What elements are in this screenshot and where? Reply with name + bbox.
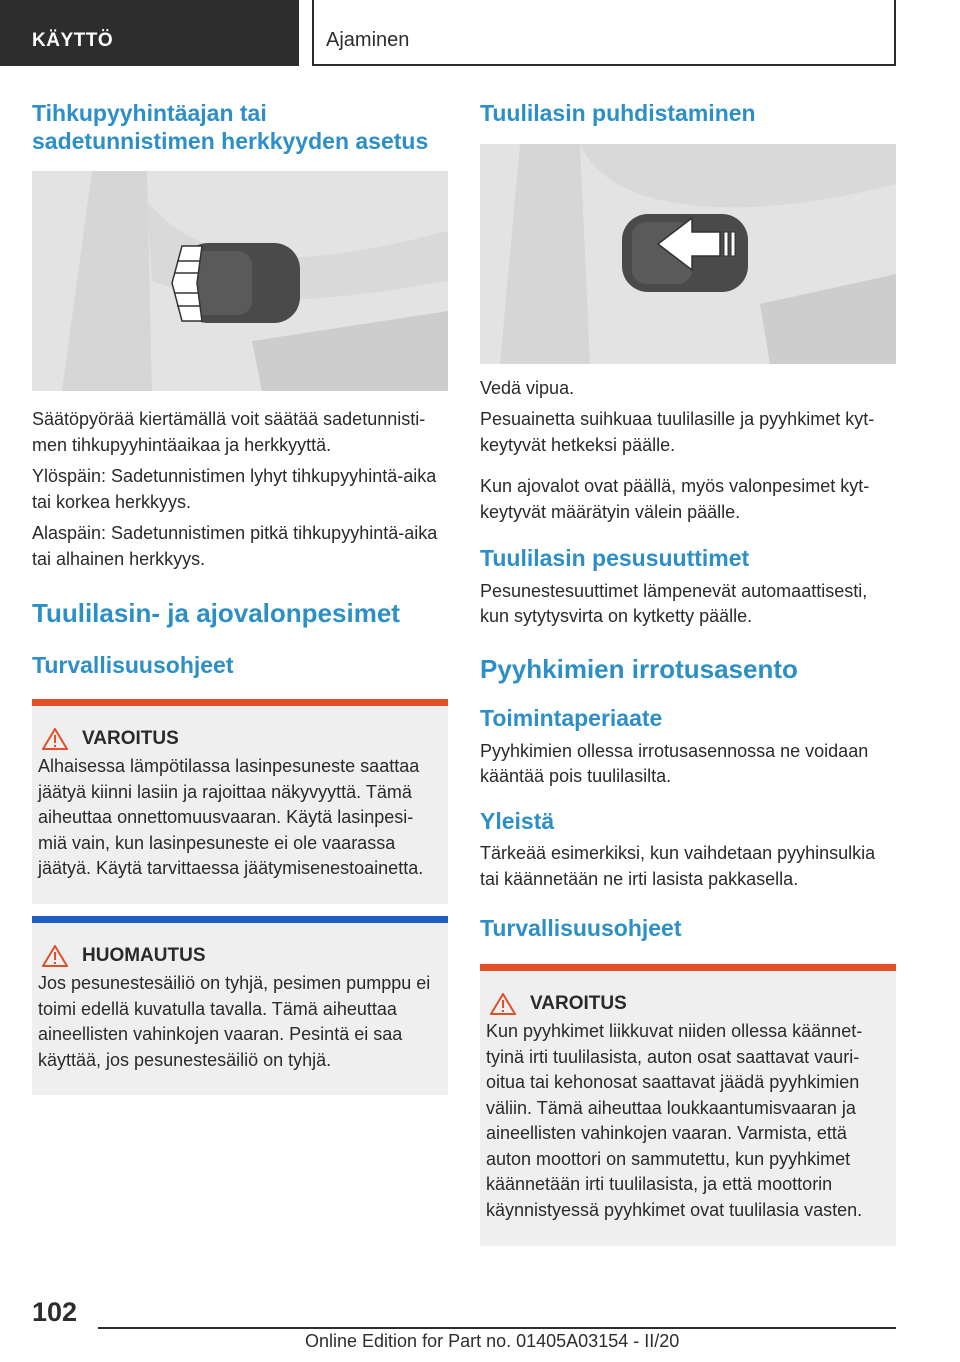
wheel-illustration (32, 171, 448, 391)
heading-safety-left: Turvallisuusohjeet (32, 651, 234, 678)
text-down: Alaspäin: Sadetunnistimen pitkä tihkupyyhintä-aika tai alhainen herkkyys. (32, 523, 438, 569)
text-wheel-desc: Säätöpyörää kiertämällä voit säätää sadetunnisti-men tihkupyyhintäaikaa ja herkkyyttä. (32, 409, 426, 455)
notice-triangle-icon (42, 945, 68, 967)
notice-text: Jos pesunestesäiliö on tyhjä, pesimen pumppu ei toimi edellä kuvatulla tavalla. Tämä aiheuttaa aineellisten vahinkojen vaaran. Pesintä ei saa käyttää, jos pesunestesäiliö on tyhjä. (38, 972, 431, 1070)
header-section-tab (0, 0, 299, 66)
warning-box-left (32, 699, 448, 904)
lever-illustration (480, 144, 896, 364)
warning-triangle-icon (42, 728, 68, 750)
text-headlights: Kun ajovalot ovat päällä, myös valonpesimet kyt-keytyvät määrätyin välein päälle. (480, 476, 870, 522)
heading-cleaning: Tuulilasin puhdistaminen (480, 100, 756, 126)
page-number: 102 (32, 1297, 78, 1327)
header-chapter-label: Ajaminen (326, 29, 410, 51)
footer-edition: Online Edition for Part no. 01405A03154 - II/20 (305, 1331, 680, 1351)
right-column (480, 100, 896, 1246)
warning-title: VAROITUS (82, 728, 179, 750)
illustration-wheel (32, 171, 448, 391)
text-principle: Pyyhkimien ollessa irrotusasennossa ne voidaan kääntää pois tuulilasilta. (480, 740, 869, 787)
warning-text: Alhaisessa lämpötilassa lasinpesuneste saattaa jäätyä kiinni lasiin ja rajoittaa näkyvyyttä. Tämä aiheuttaa onnettomuusvaaran. Käytä lasinpesi-miä vain, kun lasinpesuneste ei ole vaarassa jäätyä. Käytä tarvittaessa jäätymisenestoainetta. (38, 756, 424, 879)
notice-box (32, 916, 448, 1095)
text-pull-lever: Vedä vipua. (480, 377, 575, 398)
warning-bar-right (480, 964, 896, 971)
warning-title-right: VAROITUS (530, 993, 627, 1015)
footer-divider (98, 1327, 896, 1329)
illustration-lever (480, 144, 896, 364)
heading-safety-right: Turvallisuusohjeet (480, 914, 682, 941)
heading-general: Yleistä (480, 807, 555, 834)
heading-principle: Toimintaperiaate (480, 705, 663, 732)
heading-nozzles: Tuulilasin pesusuuttimet (480, 545, 750, 572)
header-chapter-tab (312, 0, 896, 66)
notice-title: HUOMAUTUS (82, 944, 206, 966)
warning-box-right (480, 964, 896, 1245)
text-up: Ylöspäin: Sadetunnistimen lyhyt tihkupyyhintä-aika tai korkea herkkyys. (32, 466, 437, 512)
warning-triangle-icon (490, 993, 516, 1015)
heading-sensitivity: Tihkupyyhintäajan tai sadetunnistimen herkkyyden asetus (32, 100, 429, 154)
text-spray: Pesuainetta suihkuaa tuulilasille ja pyyhkimet kyt-keytyvät hetkeksi päälle. (480, 409, 875, 455)
warning-bar (32, 699, 448, 706)
warning-text-right: Kun pyyhkimet liikkuvat niiden ollessa käännet-tyinä irti tuulilasista, auton osat saattavat vauri-oitua tai kehonosat saattavat jäädä pyyhkimien väliin. Tämä aiheuttaa loukkaantumisvaaran ja aineellisten vahinkojen vaaran. Varmista, että auton moottori on sammutettu, kun pyyhkimet käännetään irti tuulilasista, ja että moottorin käynnistyessä pyyhkimet ovat tuulilasia vasten. (486, 1021, 863, 1220)
heading-washers: Tuulilasin- ja ajovalonpesimet (32, 598, 400, 629)
heading-release: Pyyhkimien irrotusasento (480, 654, 798, 685)
notice-bar (32, 916, 448, 923)
text-nozzles: Pesunestesuuttimet lämpenevät automaattisesti, kun sytytysvirta on kytketty päälle. (480, 580, 868, 627)
left-column (32, 100, 448, 1095)
text-general: Tärkeää esimerkiksi, kun vaihdetaan pyyhinsulkia tai käännetään ne irti lasista pakkasella. (480, 843, 876, 890)
header-section-label: KÄYTTÖ (32, 30, 114, 51)
